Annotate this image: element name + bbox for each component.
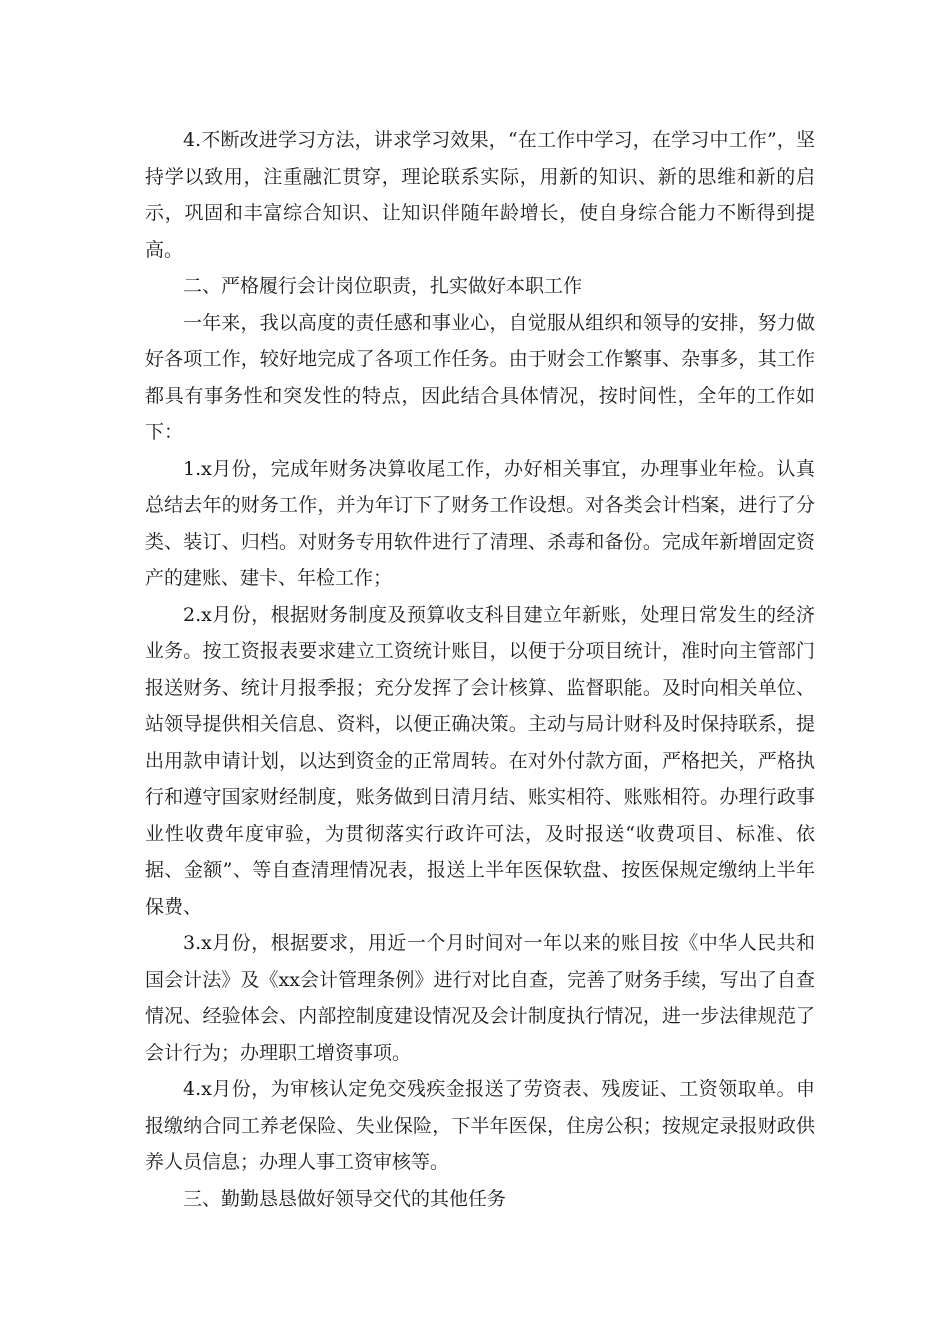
document-body bbox=[145, 122, 815, 1217]
paragraph-item-2: 2.x月份，根据财务制度及预算收支科目建立年新账，处理日常发生的经济业务。按工资报表要求建立工资统计账目，以便于分项目统计，准时向主管部门报送财务、统计月报季报；充分发挥了会计核算、监督职能。及时向相关单位、站领导提供相关信息、资料，以便正确决策。主动与局计财科及时保持联系，提出用款申请计划，以达到资金的正常周转。在对外付款方面，严格把关，严格执行和遵守国家财经制度，账务做到日清月结、账实相符、账账相符。办理行政事业性收费年度审验，为贯彻落实行政许可法，及时报送“收费项目、标准、依据、金额”、等自查清理情况表，报送上半年医保软盘、按医保规定缴纳上半年保费、 bbox=[145, 603, 815, 918]
paragraph-item-4: 4.x月份，为审核认定免交残疾金报送了劳资表、残废证、工资领取单。申报缴纳合同工养老保险、失业保险，下半年医保，住房公积；按规定录报财政供养人员信息；办理人事工资审核等。 bbox=[145, 1078, 815, 1173]
paragraph-learning-method: 4.不断改进学习方法，讲求学习效果，“在工作中学习，在学习中工作”，坚持学以致用，注重融汇贯穿，理论联系实际，用新的知识、新的思维和新的启示，巩固和丰富综合知识、让知识伴随年龄增长，使自身综合能力不断得到提高。 bbox=[145, 129, 815, 261]
paragraph-item-1: 1.x月份，完成年财务决算收尾工作，办好相关事宜，办理事业年检。认真总结去年的财务工作，并为年订下了财务工作设想。对各类会计档案，进行了分类、装订、归档。对财务专用软件进行了清理、杀毒和备份。完成年新增固定资产的建账、建卡、年检工作； bbox=[145, 457, 815, 589]
section-heading-3: 三、勤勤恳恳做好领导交代的其他任务 bbox=[183, 1187, 507, 1210]
paragraph-item-3: 3.x月份，根据要求，用近一个月时间对一年以来的账目按《中华人民共和国会计法》及《xx会计管理条例》进行对比自查，完善了财务手续，写出了自查情况、经验体会、内部控制度建设情况及会计制度执行情况，进一步法律规范了会计行为；办理职工增资事项。 bbox=[145, 932, 815, 1064]
paragraph-year-overview: 一年来，我以高度的责任感和事业心，自觉服从组织和领导的安排，努力做好各项工作，较好地完成了各项工作任务。由于财会工作繁事、杂事多，其工作都具有事务性和突发性的特点，因此结合具体情况，按时间性，全年的工作如下： bbox=[145, 311, 815, 443]
section-heading-2: 二、严格履行会计岗位职责，扎实做好本职工作 bbox=[183, 275, 583, 297]
